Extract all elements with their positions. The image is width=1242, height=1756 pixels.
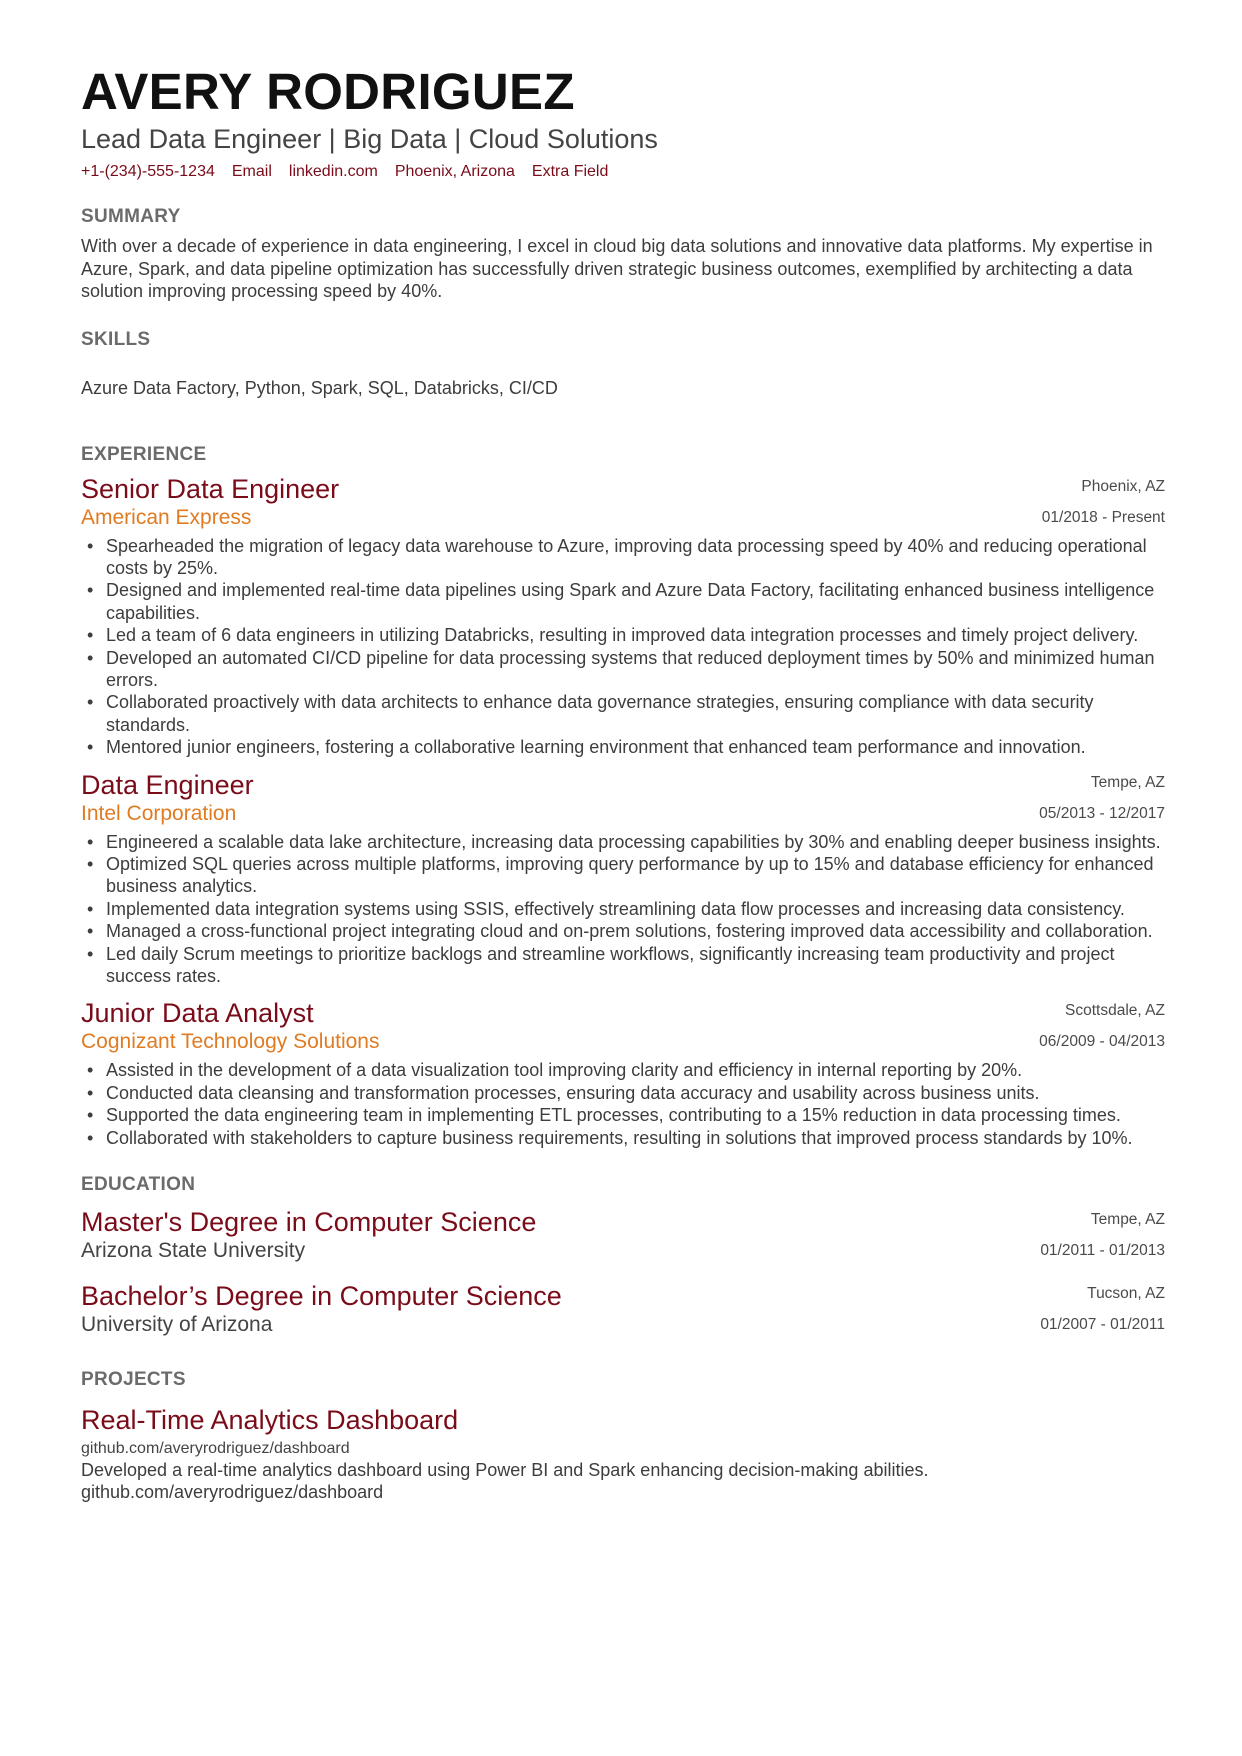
experience-entry xyxy=(81,769,1165,988)
section-heading-education: EDUCATION xyxy=(81,1174,196,1196)
company-name: American Express xyxy=(81,505,252,529)
company-name: Intel Corporation xyxy=(81,801,237,825)
degree-title: Master's Degree in Computer Science xyxy=(81,1207,537,1238)
job-dates: 06/2009 - 04/2013 xyxy=(1039,1033,1165,1051)
job-title: Junior Data Analyst xyxy=(81,998,314,1029)
experience-entry xyxy=(81,997,1165,1149)
bullet-item: • Conducted data cleansing and transformation processes, ensuring data accuracy and usability across business units. xyxy=(81,1082,1165,1104)
contact-bar xyxy=(81,161,1165,183)
bullet-item: • Led a team of 6 data engineers in utilizing Databricks, resulting in improved data integration processes and timely project delivery. xyxy=(81,624,1165,646)
job-location: Scottsdale, AZ xyxy=(1065,1002,1165,1020)
job-dates: 01/2018 - Present xyxy=(1041,508,1165,526)
education-location: Tucson, AZ xyxy=(1087,1285,1165,1303)
school-name: Arizona State University xyxy=(81,1239,306,1263)
resume-page xyxy=(81,62,1165,1503)
section-heading-projects: PROJECTS xyxy=(81,1369,186,1391)
education-section xyxy=(81,1173,1165,1338)
education-dates: 01/2011 - 01/2013 xyxy=(1040,1242,1165,1260)
job-bullets xyxy=(81,1059,1165,1149)
contact-email-link[interactable]: Email xyxy=(231,163,272,180)
project-description: Developed a real-time analytics dashboard using Power BI and Spark enhancing decision-making abilities. xyxy=(81,1460,929,1481)
education-location: Tempe, AZ xyxy=(1090,1211,1165,1229)
bullet-item: • Collaborated proactively with data architects to enhance data governance strategies, ensuring compliance with data security standards. xyxy=(81,691,1165,736)
bullet-item: • Mentored junior engineers, fostering a collaborative learning environment that enhanced team performance and innovation. xyxy=(81,736,1165,758)
project-link-repeat[interactable]: github.com/averyrodriguez/dashboard xyxy=(81,1482,384,1503)
job-title: Data Engineer xyxy=(81,769,254,800)
job-title: Senior Data Engineer xyxy=(81,473,340,504)
resume-header xyxy=(81,62,1165,183)
bullet-item: • Designed and implemented real-time data pipelines using Spark and Azure Data Factory, facilitating enhanced business intelligence capabilities. xyxy=(81,579,1165,624)
bullet-item: • Led daily Scrum meetings to prioritize backlogs and streamline workflows, significantly increasing team productivity and project success rates. xyxy=(81,943,1165,988)
education-dates: 01/2007 - 01/2011 xyxy=(1040,1316,1165,1334)
experience-entry xyxy=(81,473,1165,759)
contact-location[interactable]: Phoenix, Arizona xyxy=(394,163,515,180)
bullet-item: • Collaborated with stakeholders to capture business requirements, resulting in solutions that improved process standards by 10%. xyxy=(81,1127,1165,1149)
bullet-item: • Managed a cross-functional project integrating cloud and on-prem solutions, fostering improved data accessibility and collaboration. xyxy=(81,920,1165,942)
skills-section xyxy=(81,328,1165,400)
bullet-item: • Supported the data engineering team in implementing ETL processes, contributing to a 15% reduction in data processing times. xyxy=(81,1104,1165,1126)
bullet-item: • Implemented data integration systems using SSIS, effectively streamlining data flow processes and increasing data consistency. xyxy=(81,898,1165,920)
project-title: Real-Time Analytics Dashboard xyxy=(81,1405,459,1436)
job-bullets xyxy=(81,831,1165,988)
skills-list: Azure Data Factory, Python, Spark, SQL, Databricks, CI/CD xyxy=(81,377,558,398)
job-location: Phoenix, AZ xyxy=(1081,477,1165,495)
company-name: Cognizant Technology Solutions xyxy=(81,1030,380,1054)
project-link[interactable]: github.com/averyrodriguez/dashboard xyxy=(81,1440,350,1458)
section-heading-experience: EXPERIENCE xyxy=(81,443,207,465)
section-heading-summary: SUMMARY xyxy=(81,206,181,227)
job-bullets xyxy=(81,535,1165,759)
projects-section xyxy=(81,1368,1165,1503)
job-location: Tempe, AZ xyxy=(1090,773,1165,791)
headline: Lead Data Engineer | Big Data | Cloud Solutions xyxy=(81,124,658,154)
school-name: University of Arizona xyxy=(81,1313,273,1337)
contact-extra-field[interactable]: Extra Field xyxy=(531,163,609,180)
education-entry xyxy=(81,1280,1165,1338)
contact-linkedin-link[interactable]: linkedin.com xyxy=(288,163,378,180)
bullet-item: • Assisted in the development of a data visualization tool improving clarity and efficiency in internal reporting by 20%. xyxy=(81,1059,1165,1081)
bullet-item: • Developed an automated CI/CD pipeline for data processing systems that reduced deployment times by 50% and minimized human errors. xyxy=(81,647,1165,692)
bullet-item: • Spearheaded the migration of legacy data warehouse to Azure, improving data processing speed by 40% and reducing operational costs by 25%. xyxy=(81,535,1165,580)
summary-section xyxy=(81,205,1165,303)
summary-text: With over a decade of experience in data engineering, I excel in cloud big data solutions and innovative data platforms. My expertise in Azure, Spark, and data pipeline optimization has successfully driven strategic business outcomes, exemplified by architecting a data solution improving processing speed by 40%. xyxy=(81,236,1153,301)
degree-title: Bachelor’s Degree in Computer Science xyxy=(81,1281,562,1312)
job-dates: 05/2013 - 12/2017 xyxy=(1039,804,1165,822)
bullet-item: • Optimized SQL queries across multiple platforms, improving query performance by up to 15% and database efficiency for enhanced business analytics. xyxy=(81,853,1165,898)
education-entry xyxy=(81,1206,1165,1264)
contact-phone-link[interactable]: +1-(234)-555-1234 xyxy=(81,163,215,180)
project-entry xyxy=(81,1404,1165,1503)
bullet-item: • Engineered a scalable data lake architecture, increasing data processing capabilities by 30% and enabling deeper business insights. xyxy=(81,831,1165,853)
candidate-name: AVERY RODRIGUEZ xyxy=(81,63,575,120)
section-heading-skills: SKILLS xyxy=(81,328,151,350)
experience-section xyxy=(81,443,1165,1150)
